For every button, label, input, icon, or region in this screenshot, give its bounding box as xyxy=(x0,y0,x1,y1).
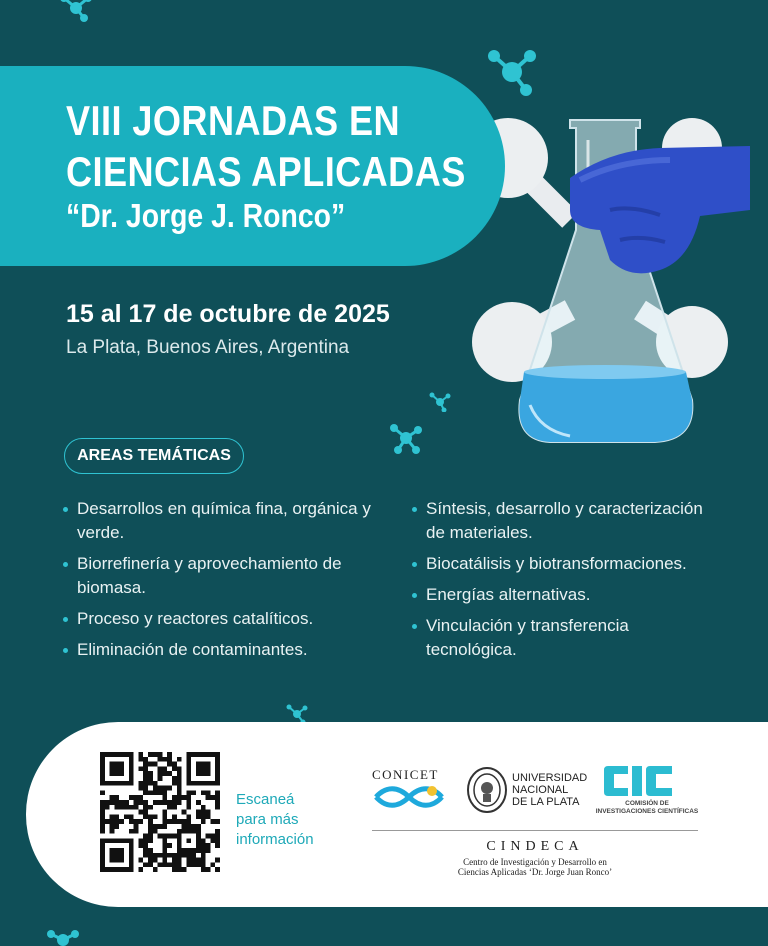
list-item xyxy=(412,497,722,545)
topic-text: Biocatálisis y biotransformaciones. xyxy=(426,554,687,573)
cic-logo-text: CIC xyxy=(643,786,645,787)
event-location: La Plata, Buenos Aires, Argentina xyxy=(66,337,350,358)
bullet-icon xyxy=(412,507,417,512)
bullet-icon xyxy=(63,617,68,622)
topic-text: Síntesis, desarrollo y caracterización de materiales. xyxy=(426,499,703,542)
topic-text: Desarrollos en química fina, orgánica y verde. xyxy=(77,499,371,542)
molecule-icon xyxy=(46,928,80,946)
cic-logo xyxy=(604,766,684,796)
bullet-icon xyxy=(63,648,68,653)
bullet-icon xyxy=(412,624,417,629)
cindeca-title: CINDECA xyxy=(486,839,584,854)
molecule-icon xyxy=(388,420,424,456)
scan-text-line: para más xyxy=(236,811,299,828)
event-date: 15 al 17 de octubre de 2025 xyxy=(66,300,390,328)
conicet-logo xyxy=(372,784,446,810)
topics-list-left xyxy=(63,497,373,669)
topic-text: Vinculación y transferencia tecnológica. xyxy=(426,616,629,659)
topic-text: Proceso y reactores catalíticos. xyxy=(77,609,314,628)
event-title-line2: CIENCIAS APLICADAS xyxy=(66,148,466,195)
bullet-icon xyxy=(412,562,417,567)
topics-list-right xyxy=(412,497,722,669)
bullet-icon xyxy=(63,507,68,512)
event-subtitle: “Dr. Jorge J. Ronco” xyxy=(66,197,346,234)
cic-logo-subtitle xyxy=(592,800,702,816)
cic-line: INVESTIGACIONES CIENTÍFICAS xyxy=(595,808,699,815)
list-item xyxy=(63,497,373,545)
list-item xyxy=(63,607,373,631)
topic-text: Energías alternativas. xyxy=(426,585,591,604)
list-item xyxy=(412,614,722,662)
cindeca-line: Centro de Investigación y Desarrollo en xyxy=(463,857,607,867)
unlp-line: NACIONAL xyxy=(512,784,569,796)
topics-heading: AREAS TEMÁTICAS xyxy=(64,438,244,474)
list-item xyxy=(412,552,722,576)
molecule-icon xyxy=(58,0,94,24)
cindeca-subtitle xyxy=(372,857,698,877)
molecule-icon xyxy=(486,46,538,98)
unlp-logo-text xyxy=(512,772,587,808)
scan-text-line: información xyxy=(236,831,314,848)
conicet-logo-text: CONICET xyxy=(372,767,439,782)
bullet-icon xyxy=(412,593,417,598)
topic-text: Eliminación de contaminantes. xyxy=(77,640,308,659)
unlp-line: UNIVERSIDAD xyxy=(512,772,588,784)
list-item xyxy=(63,638,373,662)
footer-divider xyxy=(372,830,698,831)
flask-illustration xyxy=(460,110,760,450)
unlp-line: DE LA PLATA xyxy=(512,796,580,808)
list-item xyxy=(63,552,373,600)
event-title-line1: VIII JORNADAS EN xyxy=(66,97,401,144)
bullet-icon xyxy=(63,562,68,567)
unlp-seal xyxy=(466,766,508,814)
cindeca-line: Ciencias Aplicadas ‘Dr. Jorge Juan Ronco’ xyxy=(457,867,613,877)
list-item xyxy=(412,583,722,607)
molecule-icon xyxy=(428,392,452,412)
qr-code[interactable] xyxy=(100,752,220,872)
scan-text-line: Escaneá xyxy=(236,791,295,808)
scan-instructions xyxy=(236,790,314,850)
cic-line: COMISIÓN DE xyxy=(625,800,669,807)
topic-text: Biorrefinería y aprovechamiento de biomasa. xyxy=(77,554,342,597)
